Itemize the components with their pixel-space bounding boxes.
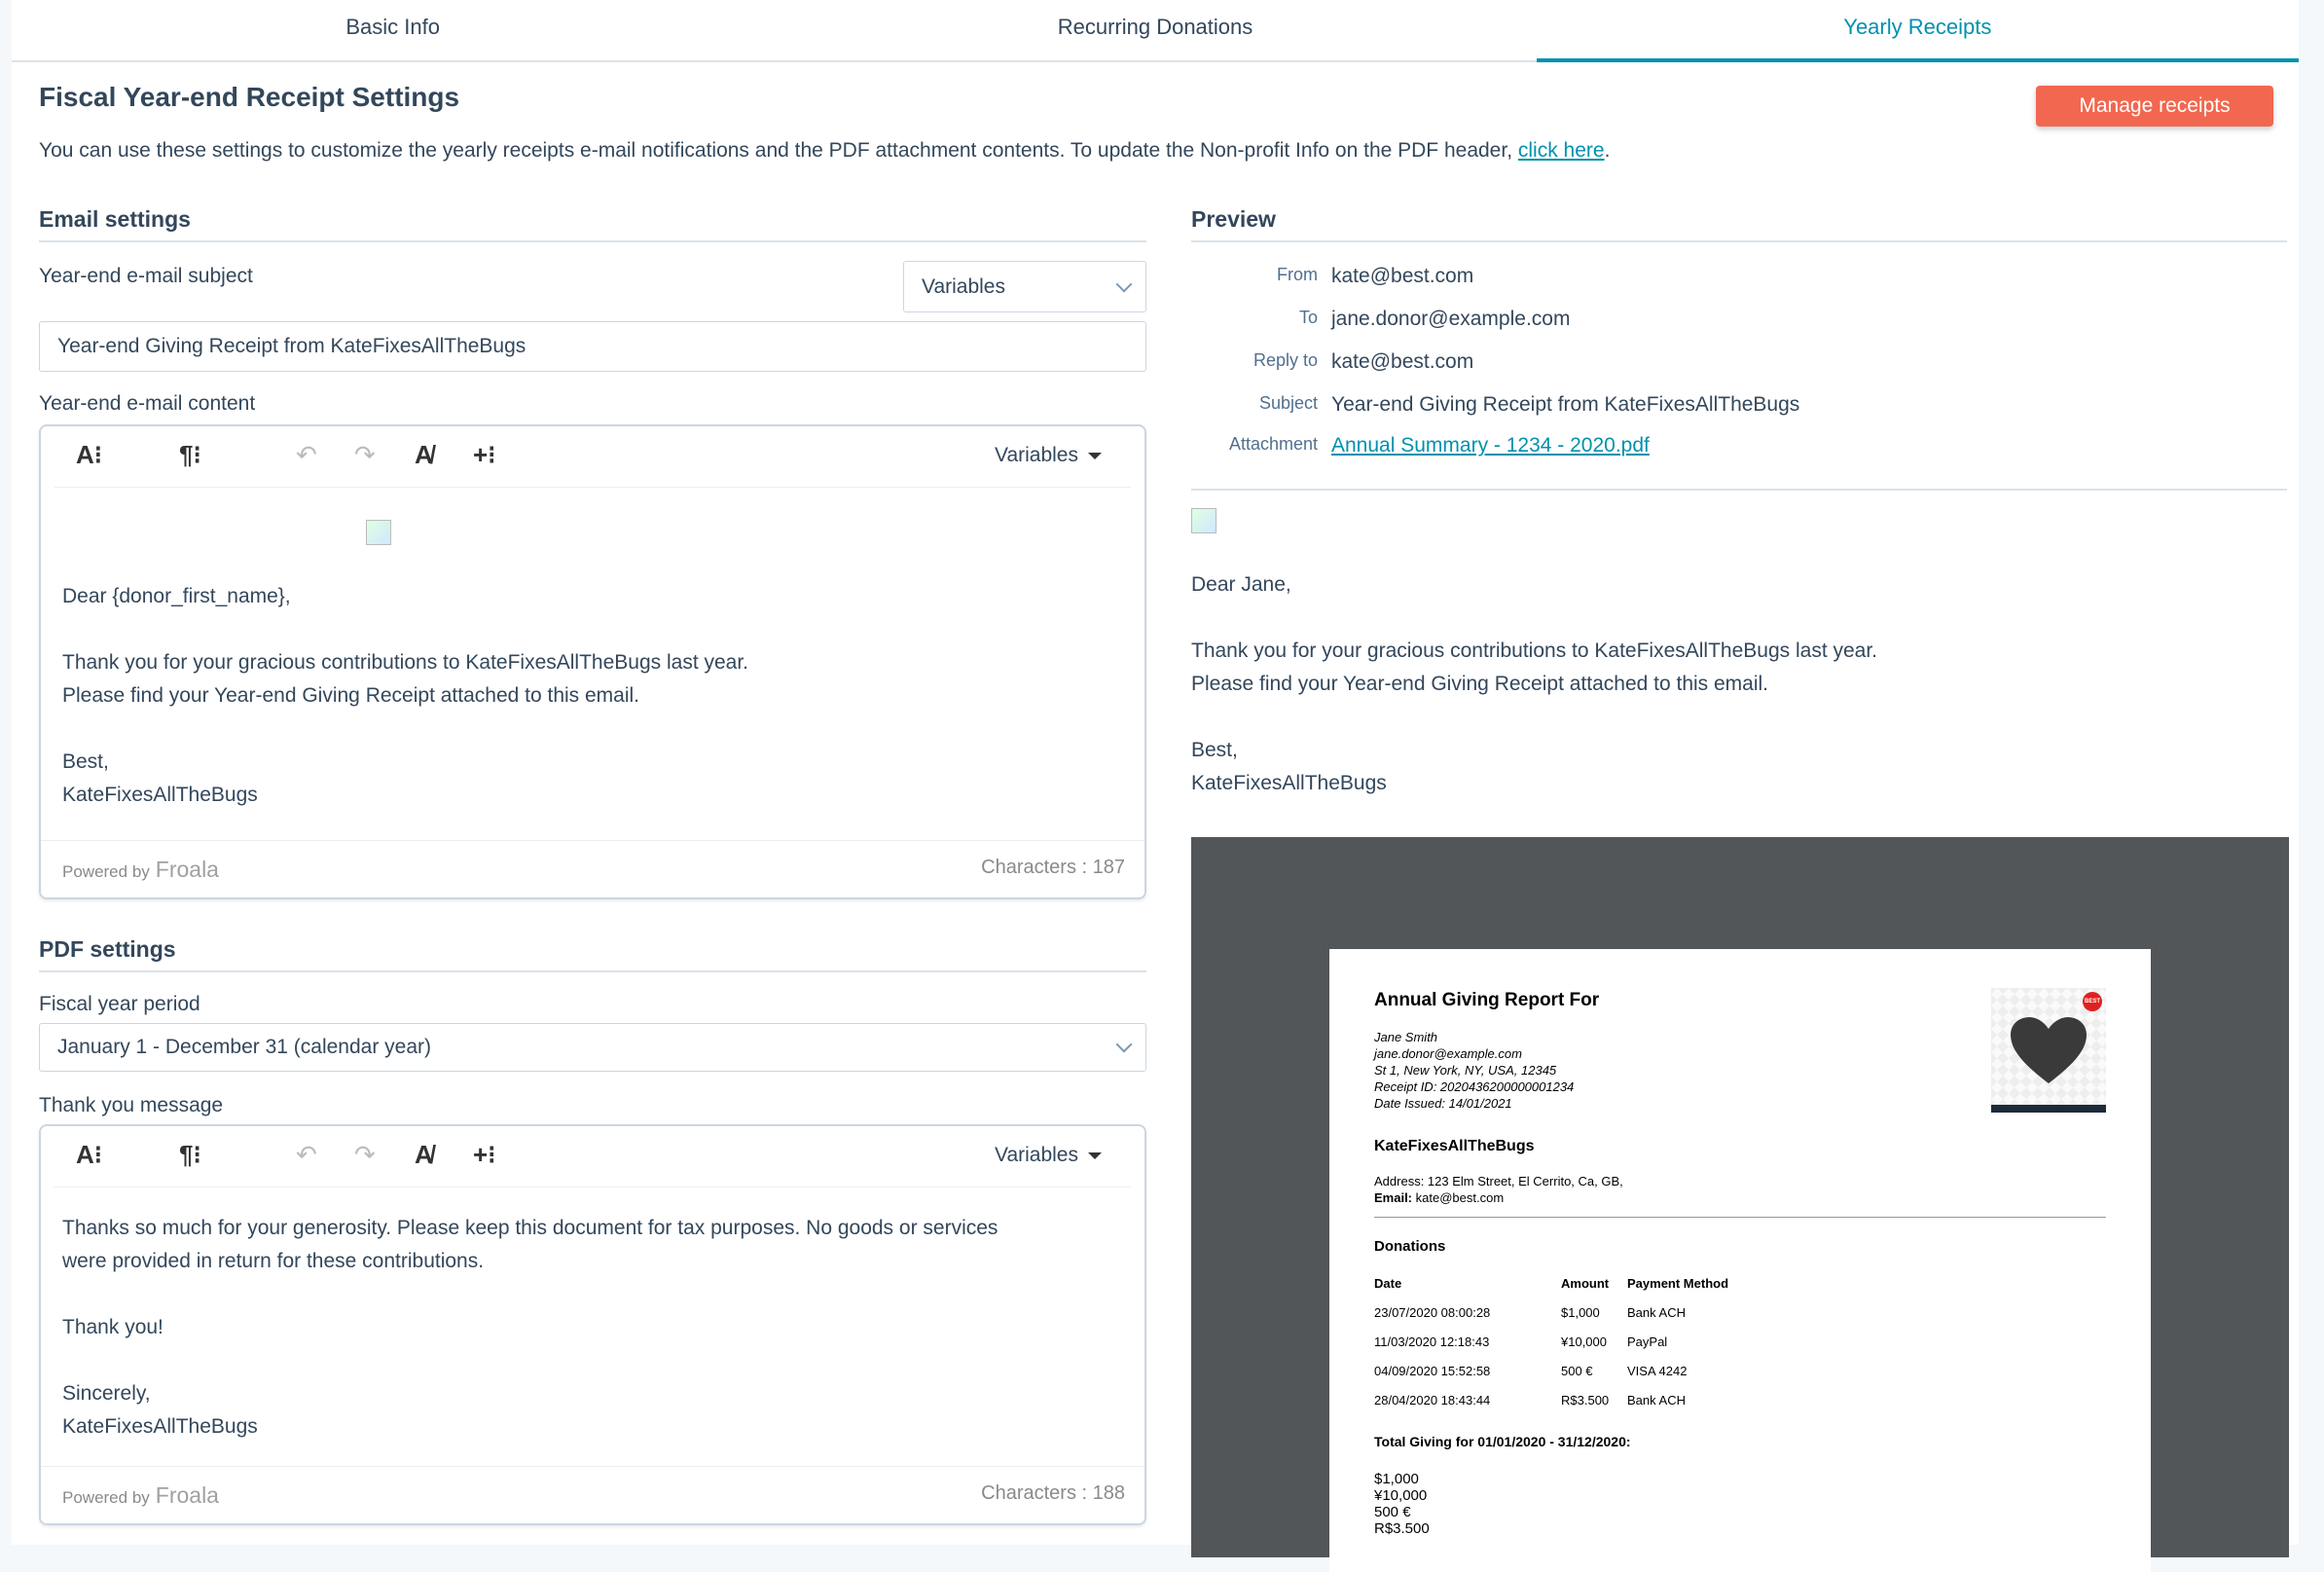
thank-you-label: Thank you message <box>39 1094 224 1116</box>
undo-icon[interactable]: ↶ <box>296 440 317 469</box>
content-line: Please find your Year-end Giving Receipt attached to this email. <box>62 684 640 707</box>
editor-toolbar <box>54 426 1131 488</box>
font-size-icon[interactable]: A⁝ <box>76 440 103 469</box>
description-period: . <box>1604 139 1611 162</box>
subject-input[interactable] <box>39 321 1146 372</box>
page-description <box>39 139 1610 163</box>
row-method: Bank ACH <box>1627 1305 1686 1320</box>
email-content-body[interactable] <box>62 580 1123 812</box>
preview-key: To <box>1298 308 1318 327</box>
page-title: Fiscal Year-end Receipt Settings <box>39 82 460 112</box>
caret-down-icon <box>1088 1152 1102 1159</box>
preview-line: Thank you for your gracious contributions to KateFixesAllTheBugs last year. <box>1191 640 1878 662</box>
col-amount: Amount <box>1561 1276 1610 1291</box>
row-date: 04/09/2020 15:52:58 <box>1374 1364 1491 1378</box>
subject-label: Year-end e-mail subject <box>39 265 253 287</box>
editor-variables-dropdown[interactable] <box>995 444 1102 467</box>
character-count: Characters : 187 <box>981 857 1125 878</box>
content-line: KateFixesAllTheBugs <box>62 1415 258 1438</box>
row-amount: R$3.500 <box>1561 1393 1610 1407</box>
pdf-address: Address: 123 Elm Street, El Cerrito, Ca, GB, <box>1374 1174 1623 1188</box>
powered-by[interactable] <box>62 857 219 883</box>
clear-formatting-icon[interactable]: A̸ <box>415 1140 433 1169</box>
col-date: Date <box>1374 1276 1402 1291</box>
broken-image-icon <box>1191 508 1216 533</box>
preview-value: jane.donor@example.com <box>1331 308 1571 330</box>
content-line <box>62 1278 1123 1311</box>
preview-key: Attachment <box>1228 434 1318 454</box>
redo-icon[interactable]: ↷ <box>354 1140 376 1169</box>
logo-strip <box>1991 1105 2106 1113</box>
paragraph-format-icon[interactable]: ¶⁝ <box>179 1140 201 1169</box>
clear-formatting-icon[interactable]: A̸ <box>415 440 433 469</box>
pdf-settings-title: PDF settings <box>39 936 1146 972</box>
org-logo <box>1991 988 2106 1113</box>
content-line: were provided in return for these contributions. <box>62 1250 485 1272</box>
preview-divider <box>1191 489 2287 491</box>
preview-line <box>1191 701 1877 734</box>
row-amount: $1,000 <box>1561 1305 1600 1320</box>
pdf-email-line <box>1374 1189 1623 1206</box>
font-size-icon[interactable]: A⁝ <box>76 1140 103 1169</box>
preview-key: Reply to <box>1253 350 1318 370</box>
pdf-email-label: Email: <box>1374 1190 1413 1205</box>
more-options-icon[interactable]: +⁝ <box>473 1140 496 1169</box>
editor-variables-label: Variables <box>995 1144 1078 1166</box>
preview-title: Preview <box>1191 206 2287 242</box>
row-date: 23/07/2020 08:00:28 <box>1374 1305 1491 1320</box>
more-options-icon[interactable]: +⁝ <box>473 440 496 469</box>
editor-variables-label: Variables <box>995 444 1078 466</box>
click-here-link[interactable]: click here <box>1517 139 1605 162</box>
content-label: Year-end e-mail content <box>39 392 256 415</box>
pdf-info-line: jane.donor@example.com <box>1374 1046 1522 1061</box>
fiscal-year-label: Fiscal year period <box>39 993 200 1015</box>
row-amount: 500 € <box>1561 1364 1593 1378</box>
content-line: Thanks so much for your generosity. Please keep this document for tax purposes. No goods or services <box>62 1217 999 1239</box>
preview-line <box>1191 602 1877 635</box>
thank-you-body[interactable] <box>62 1212 1123 1444</box>
preview-line: Please find your Year-end Giving Receipt attached to this email. <box>1191 673 1769 695</box>
row-method: PayPal <box>1627 1334 1668 1349</box>
manage-receipts-button[interactable]: Manage receipts <box>2036 86 2273 127</box>
content-line: Thank you for your gracious contributions to KateFixesAllTheBugs last year. <box>62 651 749 674</box>
character-count: Characters : 188 <box>981 1482 1125 1504</box>
powered-by-text: Powered by <box>62 1488 150 1507</box>
pdf-page <box>1329 949 2151 1572</box>
pdf-total-line: $1,000 <box>1374 1471 1419 1487</box>
content-line: KateFixesAllTheBugs <box>62 784 258 806</box>
preview-line: Dear Jane, <box>1191 573 1291 596</box>
row-method: VISA 4242 <box>1627 1364 1688 1378</box>
pdf-org-address <box>1374 1173 1623 1206</box>
caret-down-icon <box>1088 453 1102 459</box>
fiscal-year-value: January 1 - December 31 (calendar year) <box>57 1036 432 1058</box>
pdf-total-line: R$3.500 <box>1374 1520 1430 1537</box>
froala-logo: Froala <box>155 857 219 882</box>
row-date: 28/04/2020 18:43:44 <box>1374 1393 1491 1407</box>
thank-you-editor[interactable] <box>39 1124 1146 1525</box>
content-line <box>62 713 1123 746</box>
undo-icon[interactable]: ↶ <box>296 1140 317 1169</box>
pdf-total-title: Total Giving for 01/01/2020 - 31/12/2020: <box>1374 1434 1631 1449</box>
preview-body <box>1191 568 1877 800</box>
pdf-divider <box>1374 1217 2106 1218</box>
preview-line: Best, <box>1191 739 1238 761</box>
preview-key: From <box>1277 265 1318 284</box>
pdf-info-line: Jane Smith <box>1374 1030 1438 1044</box>
powered-by[interactable] <box>62 1482 219 1509</box>
content-line <box>62 613 1123 646</box>
app-frame <box>12 0 2299 1545</box>
pdf-org-name: KateFixesAllTheBugs <box>1374 1138 1535 1154</box>
tab-bar <box>12 0 2299 62</box>
editor-footer <box>41 840 1144 897</box>
email-content-editor[interactable] <box>39 424 1146 899</box>
col-method: Payment Method <box>1627 1276 1729 1291</box>
logo-badge: BEST <box>2083 992 2102 1011</box>
content-line: Dear {donor_first_name}, <box>62 585 291 607</box>
pdf-info-line: Receipt ID: 2020436200000001234 <box>1374 1079 1575 1094</box>
pdf-title: Annual Giving Report For <box>1374 990 1600 1010</box>
attachment-link[interactable]: Annual Summary - 1234 - 2020.pdf <box>1331 434 1650 457</box>
pdf-total-line: 500 € <box>1374 1504 1411 1520</box>
pdf-total-line: ¥10,000 <box>1374 1487 1428 1504</box>
editor-footer <box>41 1466 1144 1523</box>
pdf-email-value: kate@best.com <box>1415 1190 1505 1205</box>
pdf-info-line: St 1, New York, NY, USA, 12345 <box>1374 1063 1557 1078</box>
powered-by-text: Powered by <box>62 862 150 881</box>
pdf-info-line: Date Issued: 14/01/2021 <box>1374 1096 1512 1111</box>
row-method: Bank ACH <box>1627 1393 1686 1407</box>
content-line: Sincerely, <box>62 1382 151 1405</box>
preview-key: Subject <box>1258 393 1318 413</box>
heart-icon <box>2011 1017 2087 1085</box>
content-line: Thank you! <box>62 1316 163 1338</box>
email-settings-title: Email settings <box>39 206 1146 242</box>
tab-recurring-donations[interactable]: Recurring Donations <box>1057 15 1253 39</box>
chevron-down-icon <box>1116 1037 1133 1053</box>
pdf-donor-info <box>1374 1029 1574 1112</box>
froala-logo: Froala <box>155 1482 219 1508</box>
editor-toolbar <box>54 1126 1131 1188</box>
subject-input-value: Year-end Giving Receipt from KateFixesAllTheBugs <box>57 335 527 357</box>
paragraph-format-icon[interactable]: ¶⁝ <box>179 440 201 469</box>
preview-value: Year-end Giving Receipt from KateFixesAllTheBugs <box>1331 393 1800 416</box>
chevron-down-icon <box>1116 275 1133 292</box>
preview-line: KateFixesAllTheBugs <box>1191 772 1387 794</box>
content-line: Best, <box>62 750 109 773</box>
editor-variables-dropdown[interactable] <box>995 1144 1102 1167</box>
fiscal-year-select[interactable] <box>39 1023 1146 1072</box>
subject-variables-select[interactable] <box>903 261 1146 312</box>
broken-image-icon <box>366 520 391 545</box>
attachment-link-wrap <box>1331 434 1650 457</box>
redo-icon[interactable]: ↷ <box>354 440 376 469</box>
description-text: You can use these settings to customize the yearly receipts e-mail notifications and the PDF attachment contents. To update the Non-profit Info on the PDF header, <box>39 139 1513 162</box>
pdf-totals <box>1374 1471 1430 1537</box>
row-date: 11/03/2020 12:18:43 <box>1374 1334 1490 1349</box>
subject-variables-value: Variables <box>922 274 1005 298</box>
preview-value: kate@best.com <box>1331 350 1474 373</box>
content-line <box>62 1344 1123 1377</box>
tab-basic-info[interactable]: Basic Info <box>345 15 440 39</box>
pdf-donations-title: Donations <box>1374 1238 1446 1255</box>
tab-yearly-receipts[interactable]: Yearly Receipts <box>1537 0 2299 60</box>
preview-value: kate@best.com <box>1331 265 1474 287</box>
row-amount: ¥10,000 <box>1561 1334 1607 1349</box>
